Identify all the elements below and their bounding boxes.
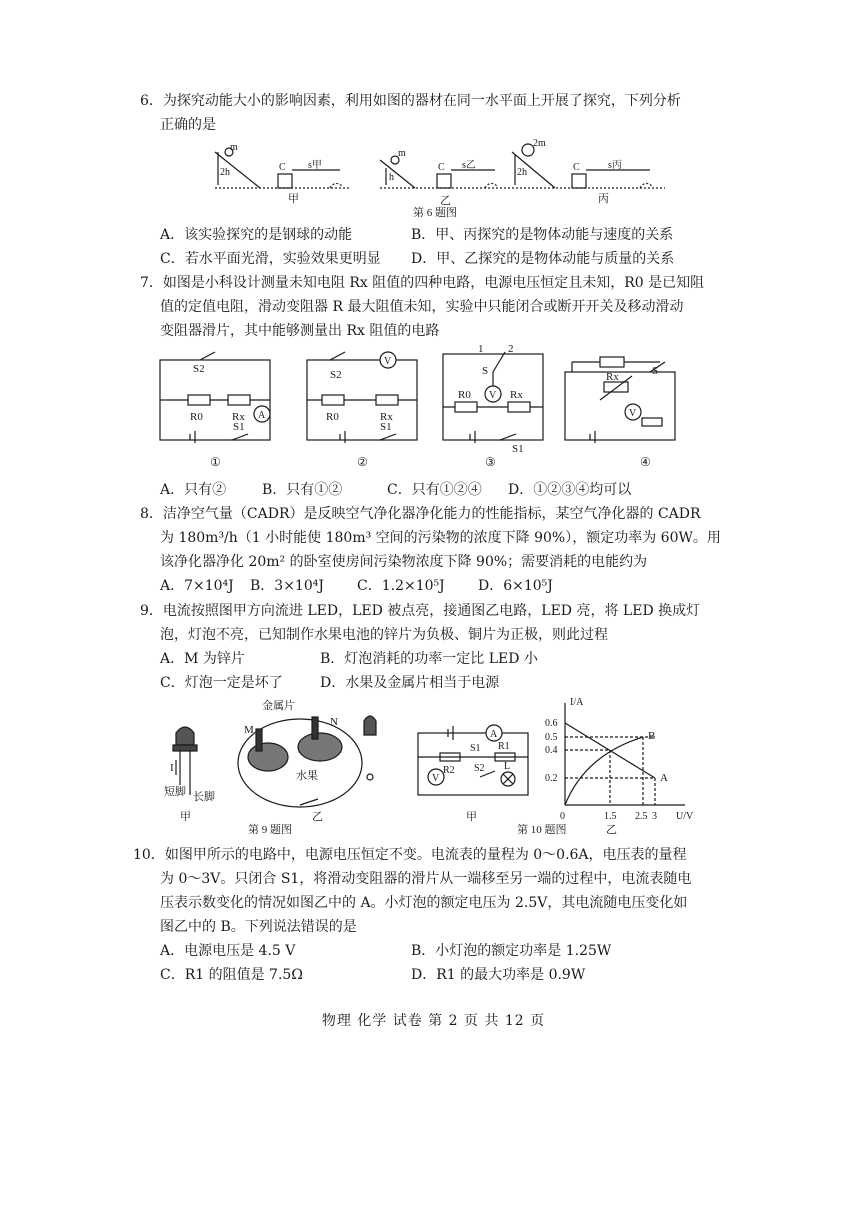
fig10-jia-label: 甲 — [466, 811, 477, 823]
graph-tick-06: 0.6 — [545, 718, 558, 729]
c1-s1-label: S1 — [233, 421, 245, 433]
graph-tick-05: 0.5 — [545, 732, 558, 743]
c4-voltmeter-label: V — [629, 408, 637, 419]
q6-block-jia: C — [279, 162, 286, 173]
q8-stem-line3: 该净化器净化 20m² 的卧室使房间污染物浓度下降 90%；需要消耗的电能约为 — [160, 554, 648, 570]
fig10-r2-label: R2 — [443, 765, 455, 776]
c4-rx-label: Rx — [606, 371, 619, 383]
q9-option-c: C．灯泡一定是坏了 — [160, 675, 283, 691]
graph-curve-a: A — [660, 772, 668, 784]
q10-stem-line4: 图乙中的 B。下列说法错误的是 — [160, 919, 357, 935]
graph-xlabel: U/V — [676, 811, 694, 822]
fig9-m-label: M — [244, 724, 254, 736]
q6-stem-line2: 正确的是 — [160, 117, 216, 133]
q6-mass-yi: m — [398, 148, 406, 159]
q6-block-bing: C — [573, 162, 580, 173]
q7-option-b: B．只有①② — [262, 482, 343, 498]
q6-option-a: A．该实验探究的是钢球的动能 — [160, 227, 353, 243]
fig9-jia-label: 甲 — [180, 811, 191, 823]
q9-q10-figures — [0, 695, 867, 845]
q10-option-c: C．R1 的阻值是 7.5Ω — [160, 967, 303, 983]
graph-ylabel: I/A — [570, 697, 584, 708]
q9-stem-line2: 泡，灯泡不亮，已知制作水果电池的锌片为负极、铜片为正极，则此过程 — [160, 627, 608, 643]
c3-voltmeter-label: V — [489, 390, 497, 401]
q8-stem-line2: 为 180m³/h（1 小时能使 180m³ 空间的污染物的浓度下降 90%），额定功率为 60W。用 — [160, 530, 721, 546]
q6-mass-jia: m — [230, 142, 238, 153]
q6-height-bing: 2h — [517, 167, 527, 178]
c3-r0-label: R0 — [458, 389, 471, 401]
q7-stem-line2: 值的定值电阻，滑动变阻器 R 最大阻值未知，实验中只能闭合或断开开关及移动滑动 — [160, 299, 684, 315]
graph-curve-b: B — [648, 730, 656, 742]
q10-stem-line3: 压表示数变化的情况如图乙中的 A。小灯泡的额定电压为 2.5V，其电流随电压变化如 — [160, 895, 688, 911]
q6-height-jia: 2h — [220, 167, 230, 178]
fig10-caption: 第 10 题图 — [517, 824, 567, 836]
q7-option-c: C．只有①②④ — [387, 482, 482, 498]
graph-tick-15: 1.5 — [604, 811, 617, 822]
graph-tick-25: 2.5 — [635, 811, 648, 822]
q8-option-c: C．1.2×10⁵J — [357, 578, 445, 594]
fig10-voltmeter-label: V — [432, 773, 440, 784]
fig10-ammeter-label: A — [490, 729, 498, 740]
q8-option-b: B．3×10⁴J — [250, 578, 324, 594]
fig9-n-label: N — [330, 716, 338, 728]
q10-option-b: B．小灯泡的额定功率是 1.25W — [411, 943, 612, 959]
c3-rx-label: Rx — [510, 389, 523, 401]
q10-option-a: A．电源电压是 4.5 V — [160, 943, 296, 959]
c3-terminal-2: 2 — [508, 343, 514, 355]
c2-s1-label: S1 — [380, 421, 392, 433]
q8-option-a: A．7×10⁴J — [160, 578, 234, 594]
c1-s2-label: S2 — [193, 363, 205, 375]
graph-tick-0: 0 — [560, 811, 565, 822]
q6-label-bing: 丙 — [598, 193, 609, 205]
c2-s2-label: S2 — [330, 369, 342, 381]
q10-stem-line2: 为 0～3V。只闭合 S1，将滑动变阻器的滑片从一端移至另一端的过程中，电流表随电 — [160, 871, 692, 887]
q7-stem-line3: 变阻器滑片，其中能够测量出 Rx 阻值的电路 — [160, 323, 440, 339]
q6-option-d: D．甲、乙探究的是物体动能与质量的关系 — [411, 251, 675, 267]
q9-option-d: D．水果及金属片相当于电源 — [320, 675, 500, 691]
q6-caption: 第 6 题图 — [413, 207, 457, 219]
q6-label-jia: 甲 — [288, 193, 299, 205]
fig9-yi-label: 乙 — [312, 811, 323, 823]
fig10-s1-label: S1 — [470, 743, 481, 754]
q9-stem-line1: 9．电流按照图甲方向流进 LED，LED 被点亮，接通图乙电路，LED 亮，将 LED 换成灯 — [140, 603, 701, 619]
q7-option-a: A．只有② — [160, 482, 227, 498]
c1-number: ① — [210, 455, 221, 469]
q7-circuits-figure — [0, 342, 867, 472]
q6-dist-jia: s甲 — [308, 160, 322, 171]
graph-yi-label: 乙 — [606, 824, 617, 836]
fig9-fruit-label: 水果 — [296, 770, 318, 782]
fig10-r1-label: R1 — [498, 741, 510, 752]
q9-option-a: A．M 为锌片 — [160, 651, 245, 667]
c4-number: ④ — [640, 455, 651, 469]
q6-label-yi: 乙 — [440, 195, 451, 207]
fig9-current-label: I — [170, 762, 174, 774]
q6-dist-yi: s乙 — [462, 160, 476, 171]
q6-dist-bing: s丙 — [608, 160, 622, 171]
graph-tick-3: 3 — [652, 811, 657, 822]
c2-voltmeter-label: V — [384, 356, 392, 367]
q6-block-yi: C — [438, 162, 445, 173]
q7-option-d: D．①②③④均可以 — [508, 482, 632, 498]
c3-number: ③ — [485, 455, 496, 469]
c3-s1-label: S1 — [512, 443, 524, 455]
c2-number: ② — [357, 455, 368, 469]
q8-option-d: D．6×10⁵J — [478, 578, 553, 594]
fig9-long-leg: 长脚 — [193, 791, 215, 803]
fig9-metal-label: 金属片 — [262, 700, 295, 712]
c3-s-label: S — [482, 365, 489, 377]
q6-option-c: C．若水平面光滑，实验效果更明显 — [160, 251, 381, 267]
q6-height-yi: h — [389, 172, 394, 183]
fig10-s2-label: S2 — [474, 763, 485, 774]
c3-terminal-1: 1 — [478, 343, 484, 355]
c1-ammeter-label: A — [258, 410, 266, 421]
page-footer: 物理 化学 试卷 第 2 页 共 12 页 — [321, 1013, 546, 1029]
q10-option-d: D．R1 的最大功率是 0.9W — [411, 967, 586, 983]
c4-s-label: S — [652, 365, 659, 377]
q10-stem-line1: 10．如图甲所示的电路中，电源电压恒定不变。电流表的量程为 0～0.6A，电压表的量程 — [133, 847, 687, 863]
c2-rx-label: Rx — [380, 411, 393, 423]
q6-option-b: B．甲、丙探究的是物体动能与速度的关系 — [411, 227, 674, 243]
fig10-lamp-label: L — [504, 761, 511, 772]
c1-rx-label: Rx — [232, 411, 245, 423]
c2-r0-label: R0 — [326, 411, 339, 423]
graph-tick-02: 0.2 — [545, 773, 558, 784]
q6-stem-line1: 6．为探究动能大小的影响因素，利用如图的器材在同一水平面上开展了探究，下列分析 — [140, 93, 681, 109]
q8-stem-line1: 8．洁净空气量（CADR）是反映空气净化器净化能力的性能指标，某空气净化器的 CADR — [140, 506, 701, 522]
fig9-short-leg: 短脚 — [164, 786, 186, 798]
fig9-caption: 第 9 题图 — [248, 824, 292, 836]
q7-stem-line1: 7．如图是小科设计测量未知电阻 Rx 阻值的四种电路，电源电压恒定且未知，R0 是已知阻 — [140, 275, 705, 291]
q6-mass-bing: 2m — [533, 138, 546, 149]
q6-figure — [0, 140, 867, 230]
c1-r0-label: R0 — [190, 411, 203, 423]
q9-option-b: B．灯泡消耗的功率一定比 LED 小 — [320, 651, 538, 667]
graph-tick-04: 0.4 — [545, 745, 558, 756]
